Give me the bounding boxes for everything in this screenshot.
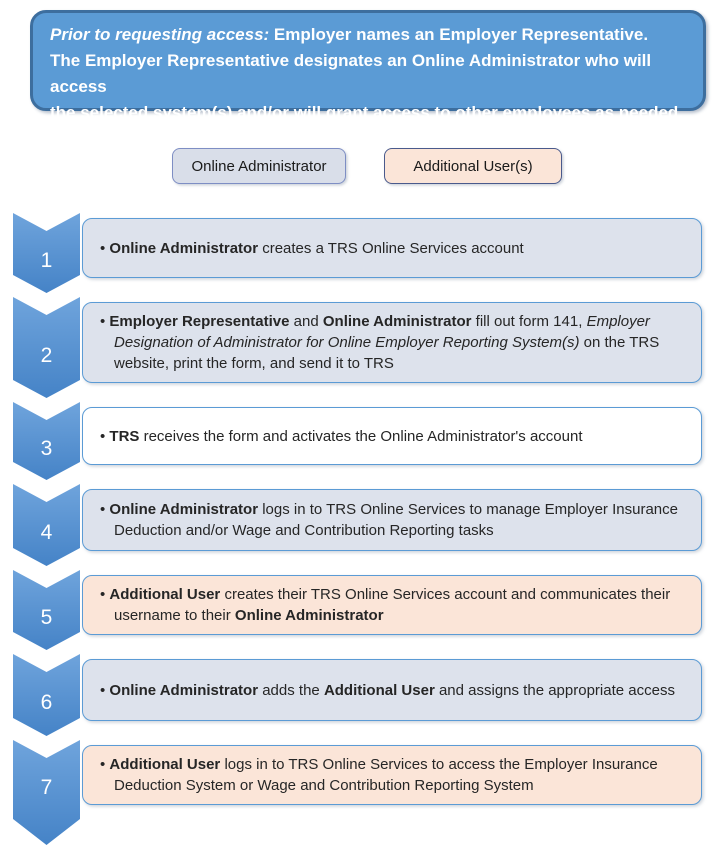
step-5-box (82, 575, 702, 635)
step-2-box (82, 302, 702, 383)
text-segment: and assigns the appropriate access (434, 681, 675, 699)
step-6-box (82, 659, 702, 721)
step-5-row (0, 575, 720, 635)
step-3-text (100, 426, 583, 447)
text-segment: logs in to TRS Online Services to manage Employer Insurance Deduction and/or Wage and Contribution Reporting tasks (114, 501, 678, 539)
text-segment: creates their TRS Online Services account and communicates their username to their (114, 586, 671, 624)
bullet-marker: • (100, 313, 110, 330)
step-4-row (0, 489, 720, 551)
text-segment: fill out form 141, (471, 313, 587, 330)
text-segment: on the TRS website, print the form, and send it to TRS (114, 334, 660, 372)
step-6-row (0, 659, 720, 721)
step-3-row (0, 407, 720, 465)
legend-online-administrator-label: Online Administrator (191, 157, 327, 175)
bullet-marker: • (100, 427, 110, 445)
text-segment: logs in to TRS Online Services to access the Employer Insurance Deduction System or Wage and Contribution Reporting System (114, 756, 658, 794)
legend-online-administrator (172, 148, 346, 184)
step-3-box (82, 407, 702, 465)
chevron-arrow-icon (13, 740, 80, 845)
bullet-marker: • (100, 756, 110, 773)
intro-line-3: the selected system(s) and/or will grant access to other employees as needed. (50, 103, 684, 122)
step-2-text (100, 311, 687, 374)
step-7-box (82, 745, 702, 805)
legend-additional-users-label: Additional User(s) (413, 157, 533, 175)
text-segment: TRS (109, 427, 140, 445)
text-segment: receives the form and activates the Online Administrator's account (139, 427, 583, 445)
chevron-arrow-icon (13, 484, 80, 566)
step-number: 5 (40, 606, 53, 629)
step-4-text (100, 499, 687, 541)
step-7-row (0, 745, 720, 805)
text-segment: Additional User (323, 681, 435, 699)
text-segment: Additional User (109, 756, 221, 773)
step-4-box (82, 489, 702, 551)
chevron-arrow-icon (13, 402, 80, 480)
step-number: 4 (40, 521, 53, 544)
bullet-marker: • (100, 501, 110, 518)
chevron-arrow-icon (13, 297, 80, 398)
bullet-marker: • (100, 239, 110, 257)
step-6-text (100, 680, 675, 701)
text-segment: Online Administrator (109, 501, 259, 518)
step-1-row (0, 218, 720, 278)
text-segment: Online Administrator (109, 239, 259, 257)
bullet-marker: • (100, 586, 110, 603)
bullet-marker: • (100, 681, 110, 699)
text-segment: Online Administrator (109, 681, 259, 699)
step-2-row (0, 302, 720, 383)
steps-list (0, 218, 720, 805)
step-number: 3 (40, 437, 53, 460)
text-segment: creates a TRS Online Services account (258, 239, 524, 257)
step-5-text (100, 584, 687, 626)
step-number: 7 (40, 776, 53, 799)
text-segment: Online Administrator (234, 607, 384, 624)
step-number: 6 (40, 691, 53, 714)
text-segment: adds the (258, 681, 324, 699)
intro-lead-italic: Prior to requesting access: (50, 25, 270, 44)
step-1-text (100, 238, 524, 259)
step-number: 2 (40, 343, 53, 367)
intro-line-2: The Employer Representative designates an Online Administrator who will access (50, 51, 652, 96)
chevron-arrow-icon (13, 213, 80, 293)
step-7-text (100, 754, 687, 796)
step-1-box (82, 218, 702, 278)
intro-callout (30, 10, 706, 122)
text-segment: Employer Designation of Administrator for Online Employer Reporting System(s) (114, 313, 650, 351)
text-segment: and (289, 313, 323, 330)
text-segment: Online Administrator (322, 313, 472, 330)
chevron-arrow-icon (13, 570, 80, 650)
text-segment: Employer Representative (109, 313, 290, 330)
step-number: 1 (40, 249, 53, 272)
intro-line-1 (50, 22, 687, 48)
legend-additional-users (384, 148, 562, 184)
text-segment: Additional User (109, 586, 221, 603)
chevron-arrow-icon (13, 654, 80, 736)
intro-line-1-rest: Employer names an Employer Representative. (269, 25, 649, 44)
